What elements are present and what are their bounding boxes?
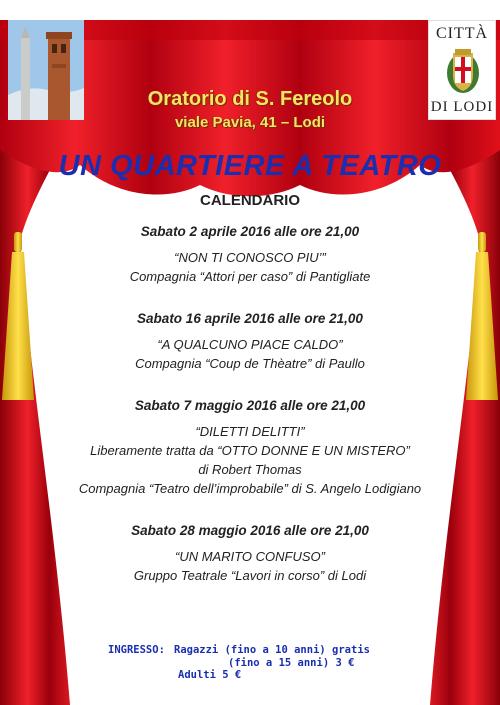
crest-title: CITTÀ (435, 25, 489, 42)
calendar-heading: CALENDARIO (200, 192, 300, 209)
venue-address: viale Pavia, 41 – Lodi (174, 114, 326, 131)
event-title: “DILETTI DELITTI” (195, 424, 305, 439)
admission-teens: (fino a 15 anni) 3 € (228, 656, 355, 669)
venue-name: Oratorio di S. Fereolo (147, 88, 353, 110)
event-company: Compagnia “Teatro dell’improbabile” di S. Angelo Lodigiano (78, 481, 422, 496)
page-title: UN QUARTIERE A TEATRO (58, 150, 442, 182)
event-note: Liberamente tratta da “OTTO DONNE E UN MISTERO” (90, 443, 410, 458)
event-date: Sabato 16 aprile 2016 alle ore 21,00 (137, 311, 363, 326)
event-item (60, 311, 440, 373)
event-item (60, 523, 440, 585)
event-title: “NON TI CONOSCO PIU’” (174, 250, 326, 265)
event-title: “UN MARITO CONFUSO” (175, 549, 325, 564)
admission-adults: Adulti 5 € (178, 669, 242, 681)
crest-city: DI LODI (430, 99, 494, 115)
admission-children: Ragazzi (fino a 10 anni) gratis (174, 644, 370, 656)
event-item (60, 398, 440, 498)
event-author: di Robert Thomas (198, 462, 302, 477)
event-company: Compagnia “Coup de Thèatre” di Paullo (135, 356, 365, 371)
event-company: Gruppo Teatrale “Lavori in corso” di Lodi (133, 568, 367, 583)
admission-label: INGRESSO: (108, 644, 165, 656)
event-date: Sabato 7 maggio 2016 alle ore 21,00 (134, 398, 366, 413)
event-item (60, 224, 440, 286)
event-list (60, 220, 440, 585)
event-title: “A QUALCUNO PIACE CALDO” (157, 337, 343, 352)
event-date: Sabato 2 aprile 2016 alle ore 21,00 (140, 224, 360, 239)
event-company: Compagnia “Attori per caso” di Pantigliate (129, 269, 371, 284)
event-date: Sabato 28 maggio 2016 alle ore 21,00 (131, 523, 369, 538)
